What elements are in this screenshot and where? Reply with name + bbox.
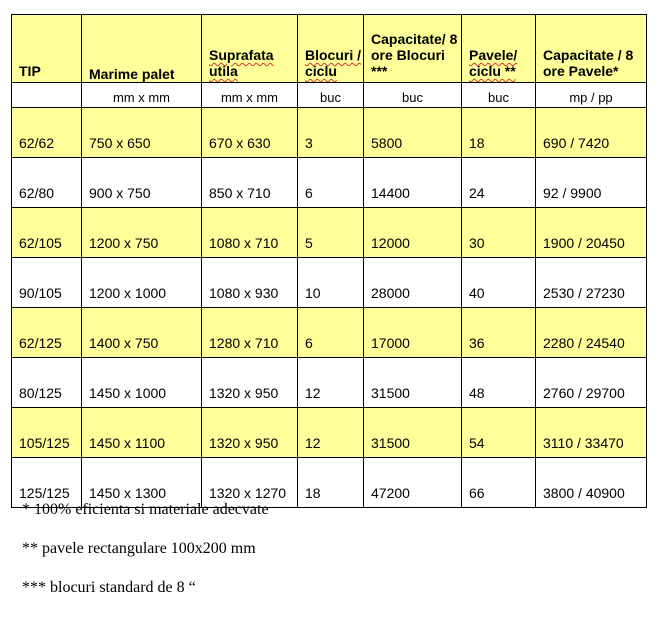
unit-cell: mm x mm (202, 83, 298, 108)
header-marime-palet (82, 15, 202, 83)
table-cell: 14400 (364, 158, 462, 208)
unit-cell: buc (462, 83, 536, 108)
table-cell: 18 (298, 458, 364, 508)
unit-cell: buc (364, 83, 462, 108)
table-cell: 18 (462, 108, 536, 158)
footnote-pavers: ** pavele rectangulare 100x200 mm (22, 540, 256, 557)
table-cell: 1320 x 950 (202, 408, 298, 458)
table-cell: 5800 (364, 108, 462, 158)
table-cell: 6 (298, 308, 364, 358)
table-cell: 47200 (364, 458, 462, 508)
units-row (12, 83, 647, 108)
table-row (12, 158, 647, 208)
table-row (12, 408, 647, 458)
table-cell: 31500 (364, 408, 462, 458)
table-cell: 1450 x 1000 (82, 358, 202, 408)
table-cell: 670 x 630 (202, 108, 298, 158)
header-pavele-ciclu (462, 15, 536, 83)
table-cell: 12 (298, 408, 364, 458)
table-row (12, 358, 647, 408)
table-cell: 1080 x 710 (202, 208, 298, 258)
table-cell: 1450 x 1300 (82, 458, 202, 508)
table-cell: 1400 x 750 (82, 308, 202, 358)
table-cell: 6 (298, 158, 364, 208)
header-tip: TIP (12, 15, 82, 83)
table-cell: 48 (462, 358, 536, 408)
table-cell: 1200 x 1000 (82, 258, 202, 308)
table-cell: 1080 x 930 (202, 258, 298, 308)
table-cell: 2530 / 27230 (536, 258, 647, 308)
table-cell: 10 (298, 258, 364, 308)
table-cell: 36 (462, 308, 536, 358)
table-row (12, 308, 647, 358)
footnote-efficiency: * 100% eficienta si materiale adecvate (22, 501, 269, 518)
table-cell: 3800 / 40900 (536, 458, 647, 508)
table-cell: 62/105 (12, 208, 82, 258)
table-row (12, 208, 647, 258)
footnote-blocks: *** blocuri standard de 8 “ (22, 579, 196, 596)
header-capacitate-blocuri: Capacitate/ 8 ore Blocuri *** (364, 15, 462, 83)
table-cell: 2280 / 24540 (536, 308, 647, 358)
table-cell: 12000 (364, 208, 462, 258)
table-cell: 30 (462, 208, 536, 258)
table-cell: 90/105 (12, 258, 82, 308)
header-blocuri-ciclu (298, 15, 364, 83)
table-row (12, 108, 647, 158)
footnotes (22, 500, 269, 617)
table-cell: 1280 x 710 (202, 308, 298, 358)
table-cell: 2760 / 29700 (536, 358, 647, 408)
unit-cell: mp / pp (536, 83, 647, 108)
unit-cell (12, 83, 82, 108)
table-cell: 105/125 (12, 408, 82, 458)
table-cell: 80/125 (12, 358, 82, 408)
table-cell: 40 (462, 258, 536, 308)
table-cell: 31500 (364, 358, 462, 408)
table-cell: 92 / 9900 (536, 158, 647, 208)
table-cell: 750 x 650 (82, 108, 202, 158)
specs-table (11, 14, 647, 508)
table-cell: 54 (462, 408, 536, 458)
table-header-row (12, 15, 647, 83)
header-suprafata-utila (202, 15, 298, 83)
table-cell: 1320 x 950 (202, 358, 298, 408)
table-cell: 62/80 (12, 158, 82, 208)
table-cell: 1200 x 750 (82, 208, 202, 258)
table-cell: 1450 x 1100 (82, 408, 202, 458)
table-cell: 17000 (364, 308, 462, 358)
table-cell: 12 (298, 358, 364, 408)
table-cell: 5 (298, 208, 364, 258)
table-cell: 3 (298, 108, 364, 158)
table-cell: 900 x 750 (82, 158, 202, 208)
table-cell: 62/62 (12, 108, 82, 158)
table-cell: 125/125 (12, 458, 82, 508)
table-cell: 24 (462, 158, 536, 208)
table-cell: 690 / 7420 (536, 108, 647, 158)
header-capacitate-pavele: Capacitate / 8 ore Pavele* (536, 15, 647, 83)
unit-cell: buc (298, 83, 364, 108)
table-cell: 62/125 (12, 308, 82, 358)
table-cell: 66 (462, 458, 536, 508)
header-pavele-ciclu-text: Pavele/ ciclu ** (469, 47, 518, 79)
header-marime-palet-text: Marime palet (89, 66, 175, 82)
table-cell: 1320 x 1270 (202, 458, 298, 508)
header-suprafata-utila-text: Suprafata utila (209, 47, 274, 79)
table-cell: 850 x 710 (202, 158, 298, 208)
unit-cell: mm x mm (82, 83, 202, 108)
table-cell: 28000 (364, 258, 462, 308)
header-blocuri-ciclu-text: Blocuri / ciclu (305, 47, 362, 79)
table-cell: 3110 / 33470 (536, 408, 647, 458)
table-cell: 1900 / 20450 (536, 208, 647, 258)
table-row (12, 258, 647, 308)
